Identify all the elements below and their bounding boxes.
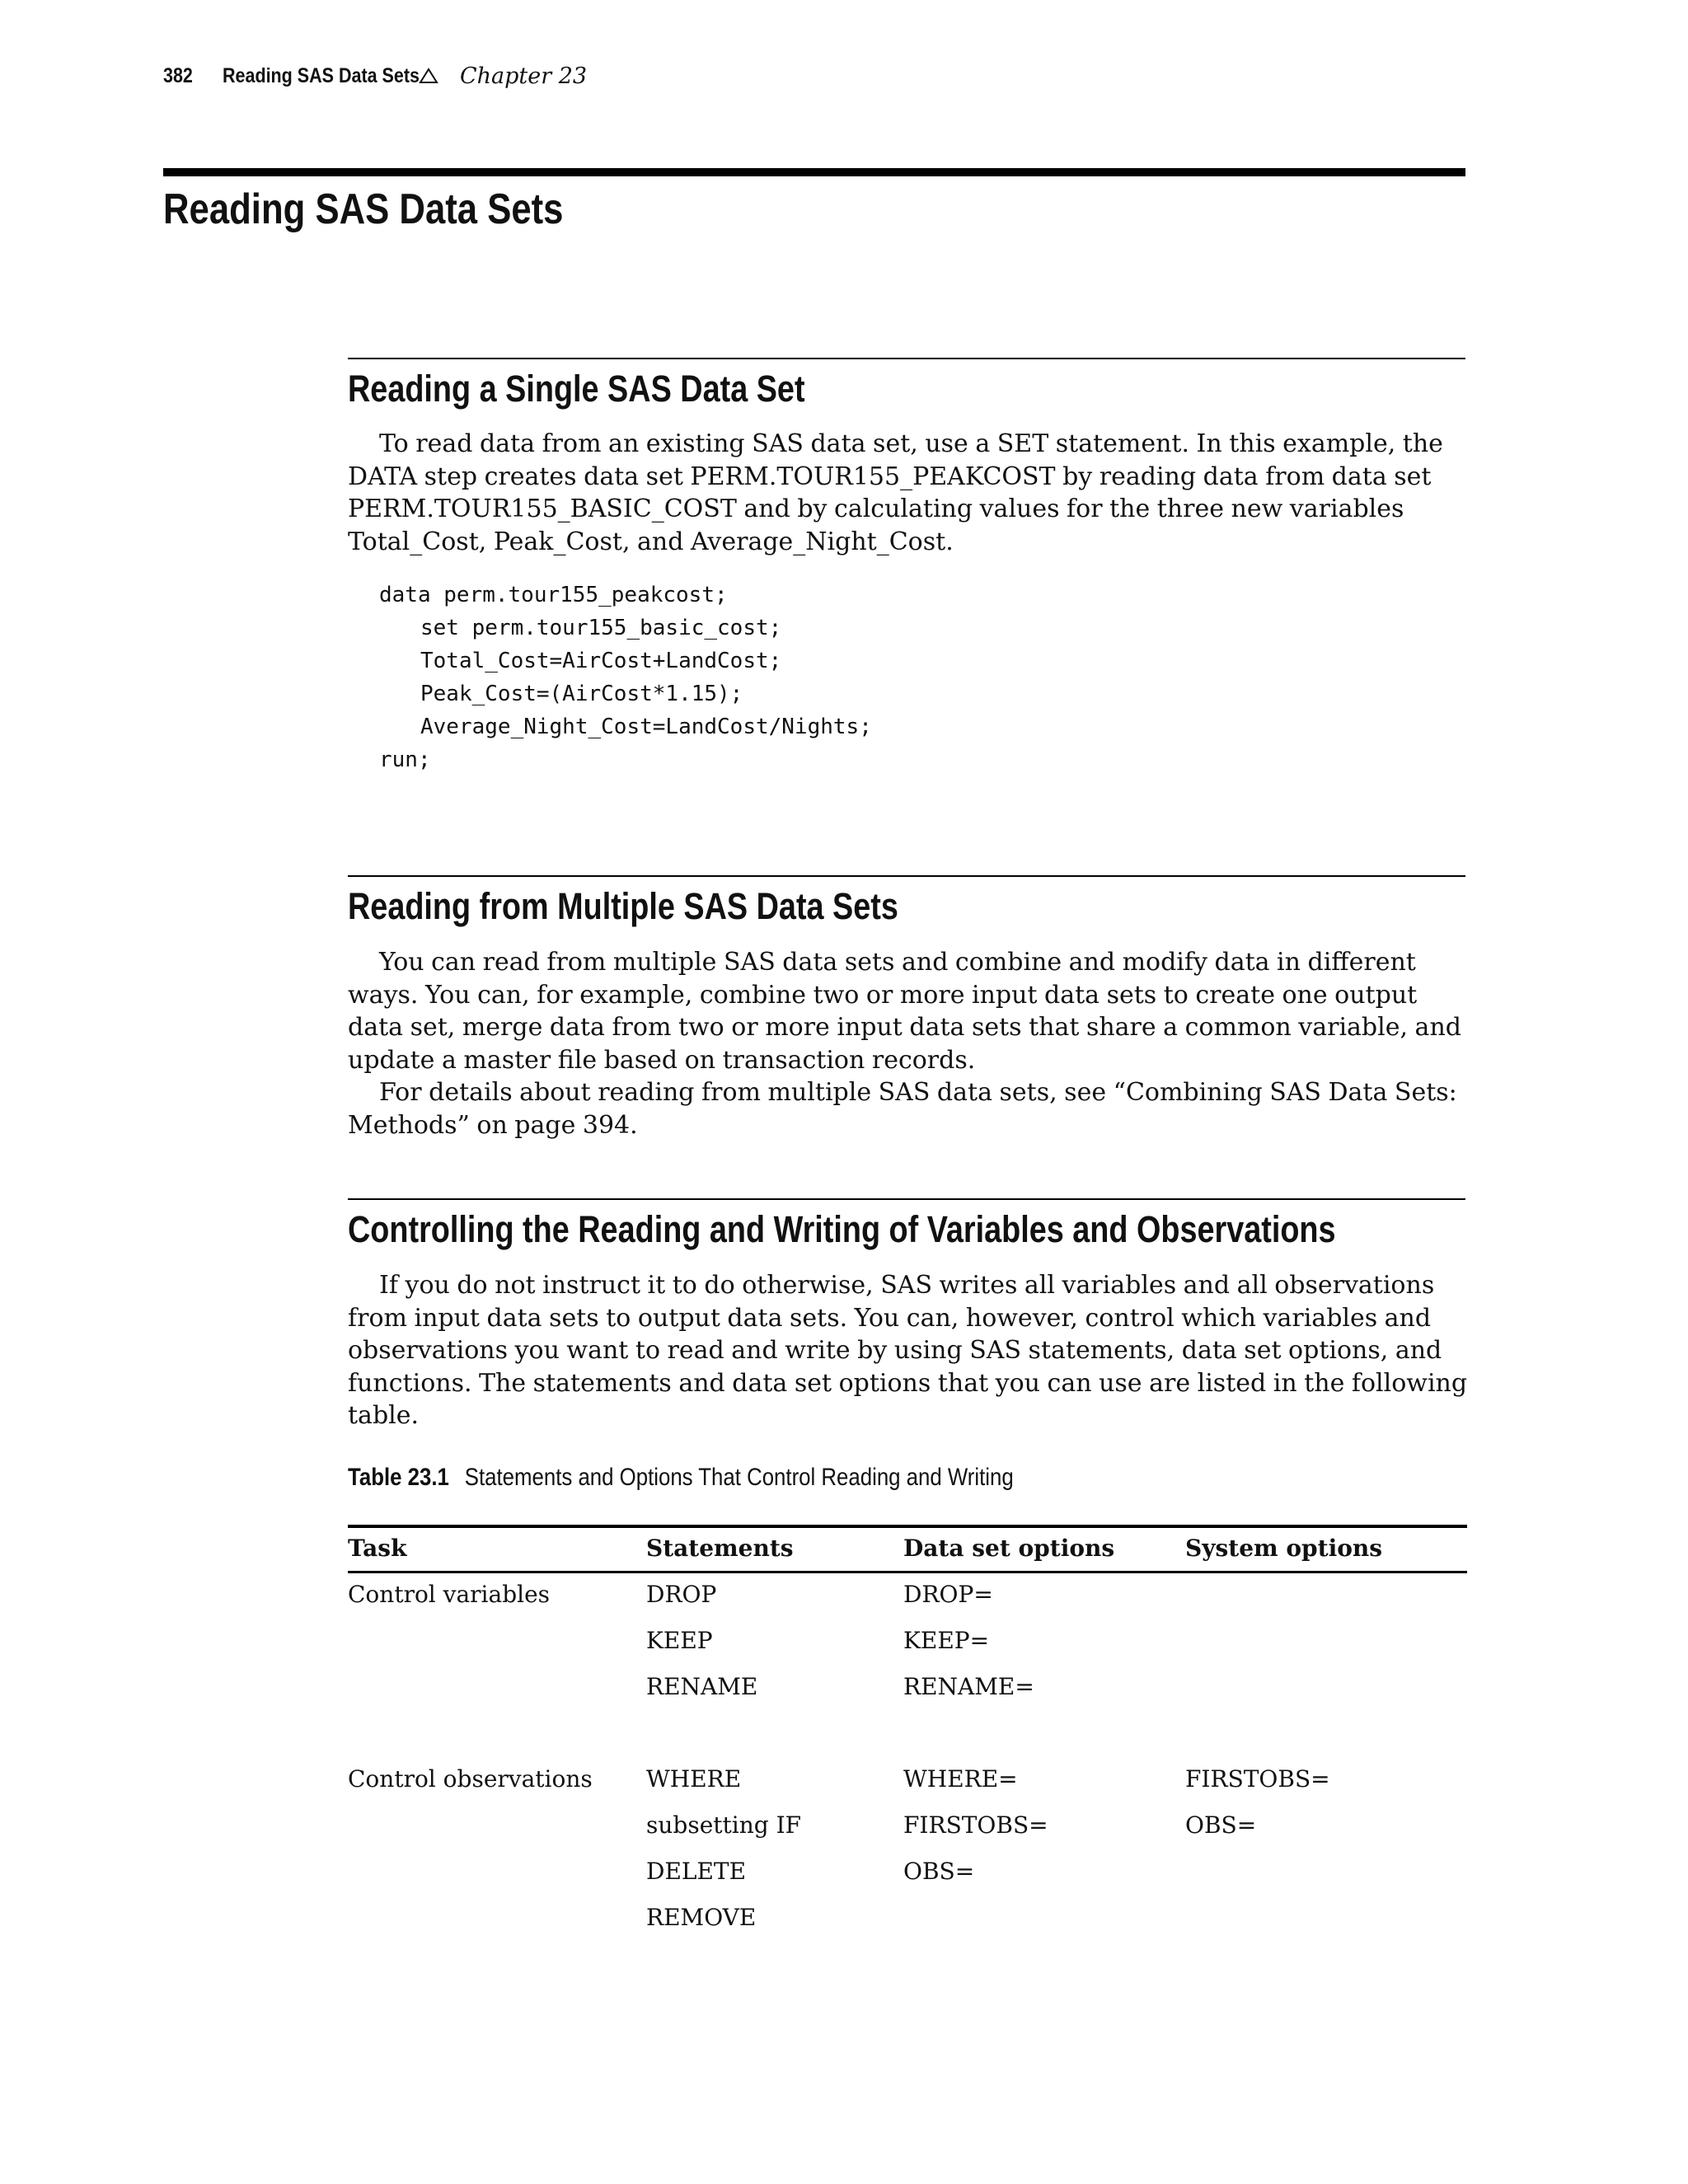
table-header-system-options: System options: [1185, 1535, 1382, 1562]
table-cell-statement: DELETE: [646, 1858, 747, 1885]
table-cell-data-set-option: DROP=: [903, 1581, 993, 1608]
table-cell-statement: RENAME: [646, 1673, 758, 1700]
paragraph: To read data from an existing SAS data set, use a SET statement. In this example, the DATA step creates data set PERM.TOUR155_PEAKCOST by reading data from data set PERM.TOUR155_BASIC_COST and by calculating values for the three new variables Total_Cost, Peak_Cost, and Average_Night_Cost.: [348, 429, 1443, 556]
running-head-title: Reading SAS Data Sets: [223, 63, 420, 87]
page-number: 382: [163, 63, 193, 87]
code-line: Peak_Cost=(AirCost*1.15);: [420, 682, 743, 706]
table-cell-statement: WHERE: [646, 1765, 742, 1793]
triangle-outline-icon: [419, 68, 460, 84]
running-head-chapter: Chapter 23: [460, 63, 588, 89]
table-header-data-set-options: Data set options: [903, 1535, 1115, 1562]
table-header-task: Task: [348, 1535, 407, 1562]
table-cell-data-set-option: KEEP=: [903, 1627, 990, 1654]
section-rule: [348, 358, 1465, 359]
table-cell-data-set-option: WHERE=: [903, 1765, 1018, 1793]
code-block: [379, 579, 872, 776]
table-cell-system-option: FIRSTOBS=: [1185, 1765, 1330, 1793]
table-caption: [348, 1464, 1014, 1492]
paragraph: For details about reading from multiple SAS data sets, see “Combining SAS Data Sets: Methods” on page 394.: [348, 1078, 1457, 1140]
table-cell-system-option: OBS=: [1185, 1811, 1257, 1839]
code-line: run;: [379, 748, 431, 772]
table-cell-statement: subsetting IF: [646, 1811, 802, 1839]
chapter-rule: [163, 168, 1465, 176]
table-cell-statement: DROP: [646, 1581, 717, 1608]
paragraph: You can read from multiple SAS data sets and combine and modify data in different ways. You can, for example, combine two or more input data sets to create one output data set, merge data from two or more input data sets that share a common variable, and update a master file based on transaction records.: [348, 948, 1461, 1075]
section-heading-multiple-data-sets: Reading from Multiple SAS Data Sets: [348, 885, 898, 927]
table-header-rule: [348, 1571, 1467, 1573]
section-heading-controlling: Controlling the Reading and Writing of Variables and Observations: [348, 1208, 1336, 1250]
paragraph: If you do not instruct it to do otherwise, SAS writes all variables and all observations from input data sets to output data sets. You can, however, control which variables and observations you want to read and write by using SAS statements, data set options, and functions. The statements and data set options that you can use are listed in the following table.: [348, 1271, 1468, 1430]
table-cell-data-set-option: FIRSTOBS=: [903, 1811, 1048, 1839]
code-line: data perm.tour155_peakcost;: [379, 583, 728, 607]
table-caption-label: Table 23.1: [348, 1464, 449, 1491]
table-cell-statement: REMOVE: [646, 1904, 757, 1931]
table-cell-statement: KEEP: [646, 1627, 713, 1654]
code-line: Average_Night_Cost=LandCost/Nights;: [420, 715, 872, 739]
code-line: Total_Cost=AirCost+LandCost;: [420, 649, 782, 673]
section-rule: [348, 875, 1465, 877]
table-top-rule: [348, 1525, 1467, 1528]
table-cell-task: Control observations: [348, 1765, 593, 1793]
section-heading-single-data-set: Reading a Single SAS Data Set: [348, 368, 805, 410]
section-rule: [348, 1198, 1465, 1200]
table-caption-text: Statements and Options That Control Reading and Writing: [464, 1464, 1014, 1491]
table-cell-data-set-option: RENAME=: [903, 1673, 1034, 1700]
running-head: [163, 59, 587, 92]
chapter-title: Reading SAS Data Sets: [163, 185, 564, 233]
table-cell-task: Control variables: [348, 1581, 551, 1608]
table-header-statements: Statements: [646, 1535, 794, 1562]
table-cell-data-set-option: OBS=: [903, 1858, 975, 1885]
code-line: set perm.tour155_basic_cost;: [420, 616, 782, 640]
